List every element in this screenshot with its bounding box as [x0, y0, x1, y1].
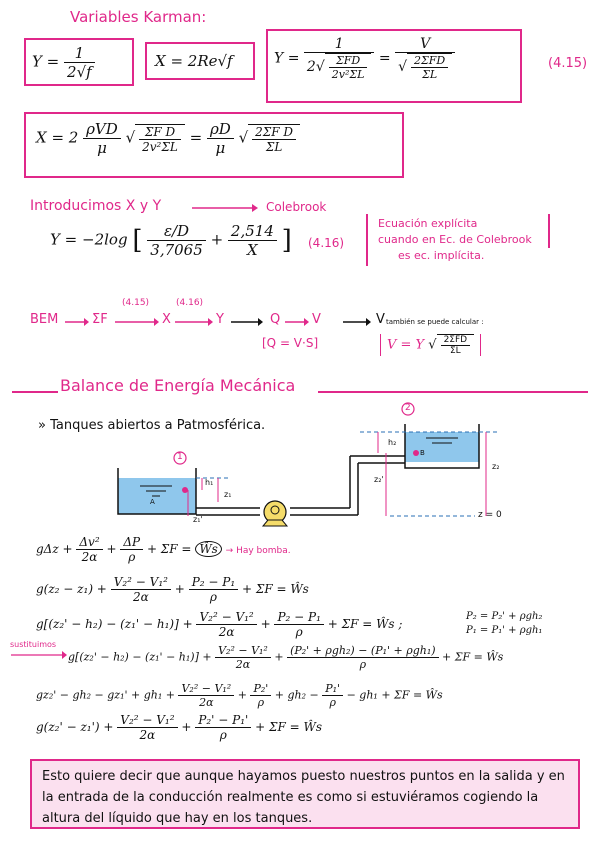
flow-bem: BEM — [30, 312, 59, 327]
karman-x-eq: X = 2Re√f — [155, 52, 233, 70]
tank-diagram — [90, 398, 510, 530]
flow-diagram — [30, 298, 590, 368]
eq1-note: Hay bomba. — [236, 546, 291, 556]
karman-y2-eq: Y = 1 2√ $\frac{\text{ΣFD}}{\text{2v²ΣL}}$ = V √ $\frac{\text{2ΣFD}}{\Sigma L}$ — [274, 36, 455, 81]
eq5-left: gz₂' − gh₂ − gz₁' + gh₁ + — [36, 688, 175, 702]
eq4-plus: + — [274, 650, 284, 664]
y2-num: 1 — [304, 36, 375, 53]
eq5-f1-den: 2α — [199, 696, 214, 709]
section-underline-left — [12, 391, 58, 393]
x2-s1-num: ΣF D — [139, 125, 181, 140]
ref-4-16: (4.16) — [308, 236, 345, 250]
x2-f2-num: ρD — [207, 120, 234, 139]
eq1-f2-num: ΔP — [120, 535, 143, 550]
x2-lhs: X = 2 — [36, 128, 79, 147]
eq4-right: + ΣF = Ŵs — [442, 650, 504, 664]
conclusion-note: Esto quiere decir que aunque hayamos puesto nuestros puntos en la salida y en la entrada de la conducción realmente es como si estuviéramos cogiendo la altura del líquido que hay en los tanques. — [30, 759, 580, 829]
x2-f2-den: μ — [215, 139, 226, 157]
x2-s2-den: ΣL — [265, 139, 283, 154]
flow-arrow-2-icon — [114, 316, 160, 328]
section-underline-right — [318, 391, 588, 393]
y-num: 1 — [64, 44, 95, 63]
eq5-f1-num: V₂² − V₁² — [178, 682, 234, 696]
eq4-f1-den: 2α — [235, 658, 251, 671]
eq2-f1-den: 2α — [132, 590, 149, 604]
flow-qvs: [Q = V·S] — [262, 336, 319, 350]
eq6-f1-den: 2α — [139, 728, 156, 742]
y2-sqrt-den: 2v²ΣL — [331, 68, 365, 81]
eq4-f2-num: (P₂' + ρgh₂) − (P₁' + ρgh₁) — [287, 644, 438, 658]
intro-target: Colebrook — [266, 200, 327, 214]
colebrook-f2-num: 2,514 — [228, 222, 277, 241]
diagram-a: A — [150, 498, 155, 506]
eq4-f1-num: V₂² − V₁² — [215, 644, 271, 658]
diagram-z1p: z₁' — [193, 515, 203, 524]
explicit-bracket-right — [548, 214, 550, 248]
colebrook-f1-den: 3,7065 — [150, 241, 203, 259]
flow-arrow-6-icon — [342, 316, 372, 328]
diagram-h2: h₂ — [388, 438, 397, 447]
y2-r-num: V — [395, 36, 455, 53]
colebrook-eq: Y = −2log [ $\frac{\varepsilon/D}{3,7065}$ + $\frac{2,514}{X}$ ] — [50, 222, 292, 259]
ref-4-15: (4.15) — [548, 56, 588, 71]
karman-heading: Variables Karman: — [70, 8, 207, 26]
diagram-z2: z₂ — [492, 462, 500, 471]
intro-text: Introducimos X y Y — [30, 198, 162, 214]
eq1-plus: + — [106, 542, 117, 556]
y2-r-sqrt-den: ΣL — [422, 68, 438, 81]
colebrook-f2-den: X — [247, 241, 258, 259]
eq5-right: − gh₁ + ΣF = Ŵs — [346, 688, 443, 702]
eq3-pressures — [466, 610, 542, 638]
karman-y-eq — [32, 44, 95, 81]
colebrook-plus: + — [210, 230, 224, 249]
eq2-f2-den: ρ — [209, 590, 217, 604]
eq6-f1-num: V₂² − V₁² — [117, 713, 177, 728]
y-lhs: Y = — [32, 52, 60, 71]
diagram-label-1: 1 — [177, 452, 183, 462]
eq6 — [36, 713, 322, 742]
eq3-f1-den: 2α — [218, 625, 235, 639]
eq1: gΔz + $\frac{\text{Δv²}}{2\alpha}$ + $\frac{\Delta P}{\rho}$ + ΣF = Ŵs → Hay bomba. — [36, 535, 291, 564]
eq2 — [36, 575, 309, 604]
x2-equals: = — [189, 128, 203, 147]
diagram-zero: z = 0 — [478, 510, 502, 520]
flow-v: V — [312, 312, 321, 327]
flow-v-formula-den: ΣL — [449, 346, 461, 356]
x2-f1-den: μ — [97, 139, 107, 157]
eq5-f3-den: ρ — [329, 696, 336, 709]
eq5-plus: + — [237, 688, 247, 702]
eq3-p1: P₁ = P₁' + ρgh₁ — [466, 625, 543, 636]
y2-lhs: Y = — [274, 50, 300, 67]
flow-v-formula-lhs: V = Y — [387, 337, 425, 353]
eq6-right: + ΣF = Ŵs — [255, 720, 323, 734]
explicit-note-1: Ecuación explícita — [378, 217, 478, 230]
eq4 — [68, 644, 503, 671]
flow-ref-1: (4.15) — [122, 298, 150, 308]
y-den: 2√f — [67, 63, 92, 81]
y2-sqrt-num: ΣFD — [329, 54, 368, 68]
flow-arrow-4-icon — [230, 316, 264, 328]
flow-ef: ΣF — [92, 312, 108, 327]
explicit-note-3: es ec. implícita. — [398, 249, 485, 262]
eq1-f2-den: ρ — [128, 550, 136, 564]
explicit-note-2: cuando en Ec. de Colebrook — [378, 233, 532, 246]
intro-arrow-icon — [190, 200, 260, 216]
eq3-p2: P₂ = P₂' + ρgh₂ — [466, 611, 543, 622]
flow-ref-2: (4.16) — [176, 298, 204, 308]
eq2-f2-num: P₂ − P₁ — [189, 575, 238, 590]
eq1-ws: Ŵs — [195, 541, 222, 557]
eq5-f2-den: ρ — [257, 696, 265, 709]
eq6-left: g(z₂' − z₁') + — [36, 720, 114, 734]
eq2-plus: + — [174, 582, 185, 596]
eq5-f3-num: P₁' — [322, 682, 343, 696]
flow-v-tambien: V — [376, 312, 385, 327]
flow-arrow-5-icon — [284, 316, 310, 328]
eq3-f2-num: P₂ − P₁ — [274, 610, 323, 625]
bullet-text: » Tanques abiertos a Patmosférica. — [38, 418, 266, 433]
colebrook-f1-num: ε/D — [147, 222, 206, 241]
x2-s1-den: 2v²ΣL — [142, 139, 178, 154]
eq3-f2-den: ρ — [295, 625, 303, 639]
diagram-b: B — [420, 449, 425, 457]
y2-r-sqrt-num: 2ΣFD — [411, 54, 448, 68]
diagram-h1: h₁ — [205, 478, 214, 487]
eq1-f1-den: 2α — [81, 550, 98, 564]
flow-q: Q — [270, 312, 281, 327]
eq2-f1-num: V₂² − V₁² — [111, 575, 171, 590]
flow-v-formula-num: 2ΣFD — [441, 335, 471, 346]
section-title: Balance de Energía Mecánica — [60, 376, 296, 395]
eq5 — [36, 682, 443, 709]
diagram-z2p: z₂' — [374, 475, 384, 484]
eq6-f2-num: P₂' − P₁' — [195, 713, 251, 728]
sustituimos-arrow-icon — [10, 650, 68, 660]
eq3-f1-num: V₂² − V₁² — [196, 610, 256, 625]
x2-s2-num: 2ΣF D — [252, 125, 296, 140]
eq1-left: gΔz + — [36, 542, 73, 556]
colebrook-lhs: Y = −2log — [50, 230, 128, 249]
eq3 — [36, 610, 402, 639]
sustituimos-label: sustituimos — [10, 640, 57, 649]
eq3-plus: + — [260, 617, 271, 631]
y2-den-a: 2 — [306, 59, 316, 75]
diagram-label-2: 2 — [405, 403, 411, 413]
eq3-right: + ΣF = Ŵs ; — [327, 617, 403, 631]
flow-v-formula: V = Y √ $\frac{\text{2ΣFD}}{\Sigma L}$ — [380, 334, 481, 356]
y2-equals: = — [378, 50, 391, 67]
eq3-left: g[(z₂' − h₂) − (z₁' − h₁)] + — [36, 617, 193, 631]
eq4-f2-den: ρ — [359, 658, 367, 671]
eq2-right: + ΣF = Ŵs — [241, 582, 309, 596]
flow-y: Y — [216, 312, 224, 327]
eq5-mid: + gh₂ − — [274, 688, 319, 702]
eq6-plus: + — [181, 720, 192, 734]
eq4-left: g[(z₂' − h₂) − (z₁' − h₁)] + — [68, 650, 212, 664]
karman-x2-eq: X = 2 $\frac{\text{ρVD}}{\mu}$ √ $\frac{\text{ΣF D}}{\text{2v²ΣL}}$ = $\frac{\rho D}{\mu}$ √ $\frac{\text{2ΣF D}}{\Sigma L}$ — [36, 120, 300, 157]
flow-arrow-3-icon — [174, 316, 214, 328]
eq2-left: g(z₂ − z₁) + — [36, 582, 107, 596]
explicit-bracket-left — [366, 214, 368, 266]
eq6-f2-den: ρ — [219, 728, 227, 742]
x2-f1-num: ρVD — [83, 120, 121, 139]
eq5-f2-num: P₂' — [250, 682, 271, 696]
flow-tambien-text: también se puede calcular : — [386, 318, 484, 326]
flow-arrow-1-icon — [64, 316, 90, 328]
explicit-note — [378, 216, 532, 264]
diagram-z1: z₁ — [224, 490, 232, 499]
flow-x: X — [162, 312, 171, 327]
eq1-f1-num: Δv² — [76, 535, 102, 550]
eq1-right: + ΣF = — [146, 542, 192, 556]
